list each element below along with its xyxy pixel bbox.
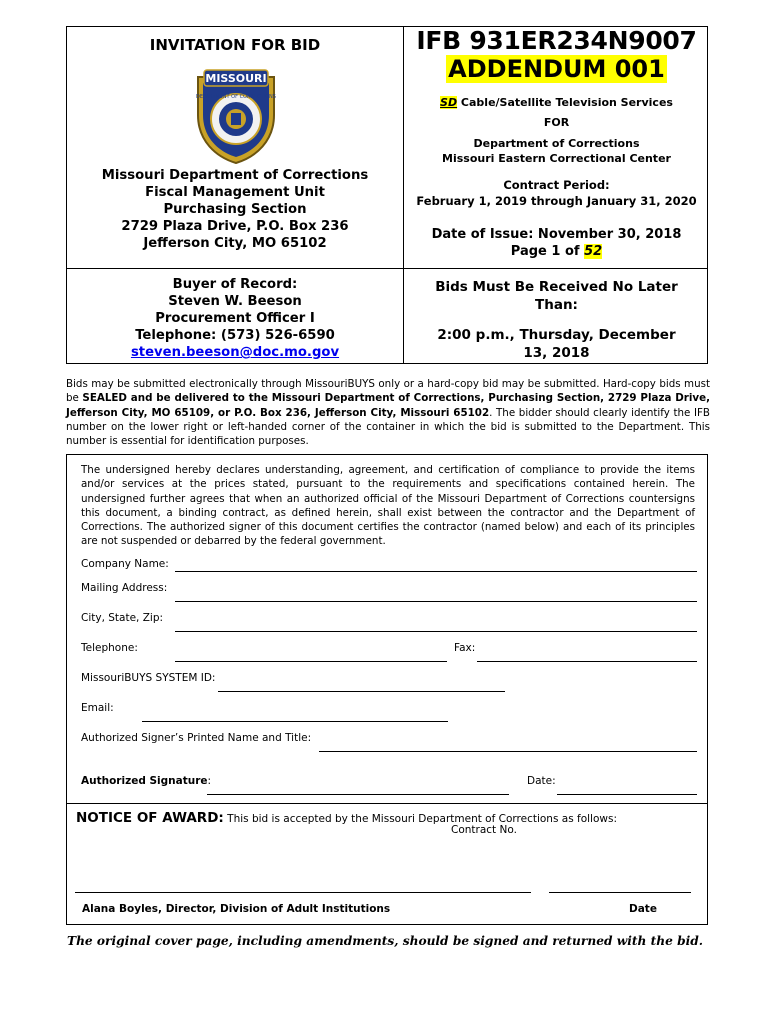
page-count <box>404 243 709 260</box>
agency-address <box>67 167 403 252</box>
seal-ring-text: DEPARTMENT OF CORRECTIONS <box>196 94 276 100</box>
contract-period-label: Contract Period: <box>503 178 610 192</box>
service-name: Cable/Satellite Television Services <box>457 96 673 109</box>
fax-field[interactable] <box>477 661 697 662</box>
buyer-title: Procurement Officer I <box>155 311 315 326</box>
address-line-4: 2729 Plaza Drive, P.O. Box 236 <box>121 219 349 234</box>
buyer-email-link[interactable]: steven.beeson@doc.mo.gov <box>130 345 340 360</box>
award-heading: NOTICE OF AWARD <box>76 810 219 826</box>
authorized-signature-field[interactable] <box>207 794 509 795</box>
submission-instructions <box>66 377 710 448</box>
contract-period-dates: February 1, 2019 through January 31, 2020 <box>416 194 697 208</box>
buyer-phone: Telephone: (573) 526-6590 <box>135 328 335 343</box>
page-total: 52 <box>584 244 603 259</box>
buyer-of-record <box>67 276 403 361</box>
company-name-field[interactable] <box>175 571 697 572</box>
award-date-label: Date <box>629 903 657 915</box>
row-divider-left <box>67 268 403 269</box>
fax-label: Fax: <box>454 642 476 654</box>
invitation-title: INVITATION FOR BID <box>149 36 321 54</box>
certification-box <box>66 454 708 804</box>
address-line-1: Missouri Department of Corrections <box>101 168 369 183</box>
instructions-text-1: Bids may be submitted electronically through MissouriBUYS only or a hard-copy bid may be submitted. Hard-copy bids must be <box>66 378 710 405</box>
buyer-label: Buyer of Record: <box>172 277 298 292</box>
director-date-line[interactable] <box>549 892 691 893</box>
city-state-zip-label: City, State, Zip: <box>81 612 164 624</box>
address-line-3: Purchasing Section <box>163 202 307 217</box>
service-title <box>404 95 709 110</box>
service-prefix: SD <box>440 96 458 109</box>
missouri-doc-seal <box>190 67 282 165</box>
signer-name-title-label: Authorized Signer’s Printed Name and Title: <box>81 732 312 744</box>
contract-period-block <box>404 177 709 209</box>
contract-number-label: Contract No. <box>451 824 517 836</box>
signature-label-colon: : <box>207 775 212 787</box>
deadline-heading: Bids Must Be Received No Later Than: <box>435 279 678 313</box>
seal-top-text: MISSOURI <box>205 72 267 85</box>
mailing-address-field[interactable] <box>175 601 697 602</box>
footer-note: The original cover page, including amendments, should be signed and returned with the bid. <box>67 934 703 948</box>
city-state-zip-field[interactable] <box>175 631 697 632</box>
email-field[interactable] <box>142 721 448 722</box>
department-name: Department of Corrections <box>473 137 640 150</box>
signature-date-label: Date: <box>527 775 556 787</box>
award-text: This bid is accepted by the Missouri Department of Corrections as follows: <box>223 813 617 825</box>
certification-text: The undersigned hereby declares understanding, agreement, and certification of compliance to provide the items and/or services at the prices stated, pursuant to the requirements and specifications contained herein. The undersigned further agrees that when an authorized official of the Missouri Department of Corrections countersigns this document, a binding contract, as defined herein, shall exist between the contractor and the Department of Corrections. The authorized signer of this document certifies the contractor (named below) and each of its principles are not suspended or debarred by the federal government. <box>81 464 695 548</box>
service-block <box>404 95 709 166</box>
company-name-label: Company Name: <box>81 558 169 570</box>
missouribuys-id-field[interactable] <box>218 691 505 692</box>
notice-of-award-box <box>66 803 708 925</box>
award-heading-line <box>76 807 696 826</box>
signer-name-title-field[interactable] <box>319 751 697 752</box>
mailing-address-label: Mailing Address: <box>81 582 168 594</box>
telephone-field[interactable] <box>175 661 447 662</box>
signature-date-field[interactable] <box>557 794 697 795</box>
director-signature-line[interactable] <box>75 892 531 893</box>
telephone-label: Telephone: <box>81 642 138 654</box>
award-colon: : <box>218 810 224 826</box>
page-prefix: Page 1 of <box>510 244 585 259</box>
center-name: Missouri Eastern Correctional Center <box>442 152 671 165</box>
instructions-bold: SEALED and be delivered to the Missouri Department of Corrections, Purchasing Section, 2729 Plaza Drive, Jefferson City, MO 65109, or P.O. Box 236, Jefferson City, Missouri 65102 <box>66 392 710 419</box>
buyer-name: Steven W. Beeson <box>168 294 302 309</box>
deadline-block <box>404 278 709 362</box>
address-line-5: Jefferson City, MO 65102 <box>143 236 327 251</box>
director-name: Alana Boyles, Director, Division of Adult Institutions <box>82 903 391 915</box>
authorized-signature-label <box>81 775 211 787</box>
for-label: FOR <box>543 116 570 129</box>
missouribuys-id-label: MissouriBUYS SYSTEM ID: <box>81 672 216 684</box>
signature-label-text: Authorized Signature <box>81 775 208 787</box>
header-table <box>66 26 708 364</box>
address-line-2: Fiscal Management Unit <box>145 185 325 200</box>
ifb-number: IFB 931ER234N9007 <box>416 26 697 55</box>
row-divider-right <box>403 268 708 269</box>
issue-date: Date of Issue: November 30, 2018 <box>431 227 682 242</box>
deadline-time: 2:00 p.m., Thursday, December 13, 2018 <box>437 327 676 361</box>
addendum-number: ADDENDUM 001 <box>448 55 665 83</box>
instructions-text-2: . The bidder should clearly identify the IFB number on the lower right or left-handed corner of the container in which the bid is submitted to the Department. This number is essential for identification purposes. <box>66 406 710 448</box>
issue-block <box>404 226 709 260</box>
email-label: Email: <box>81 702 114 714</box>
